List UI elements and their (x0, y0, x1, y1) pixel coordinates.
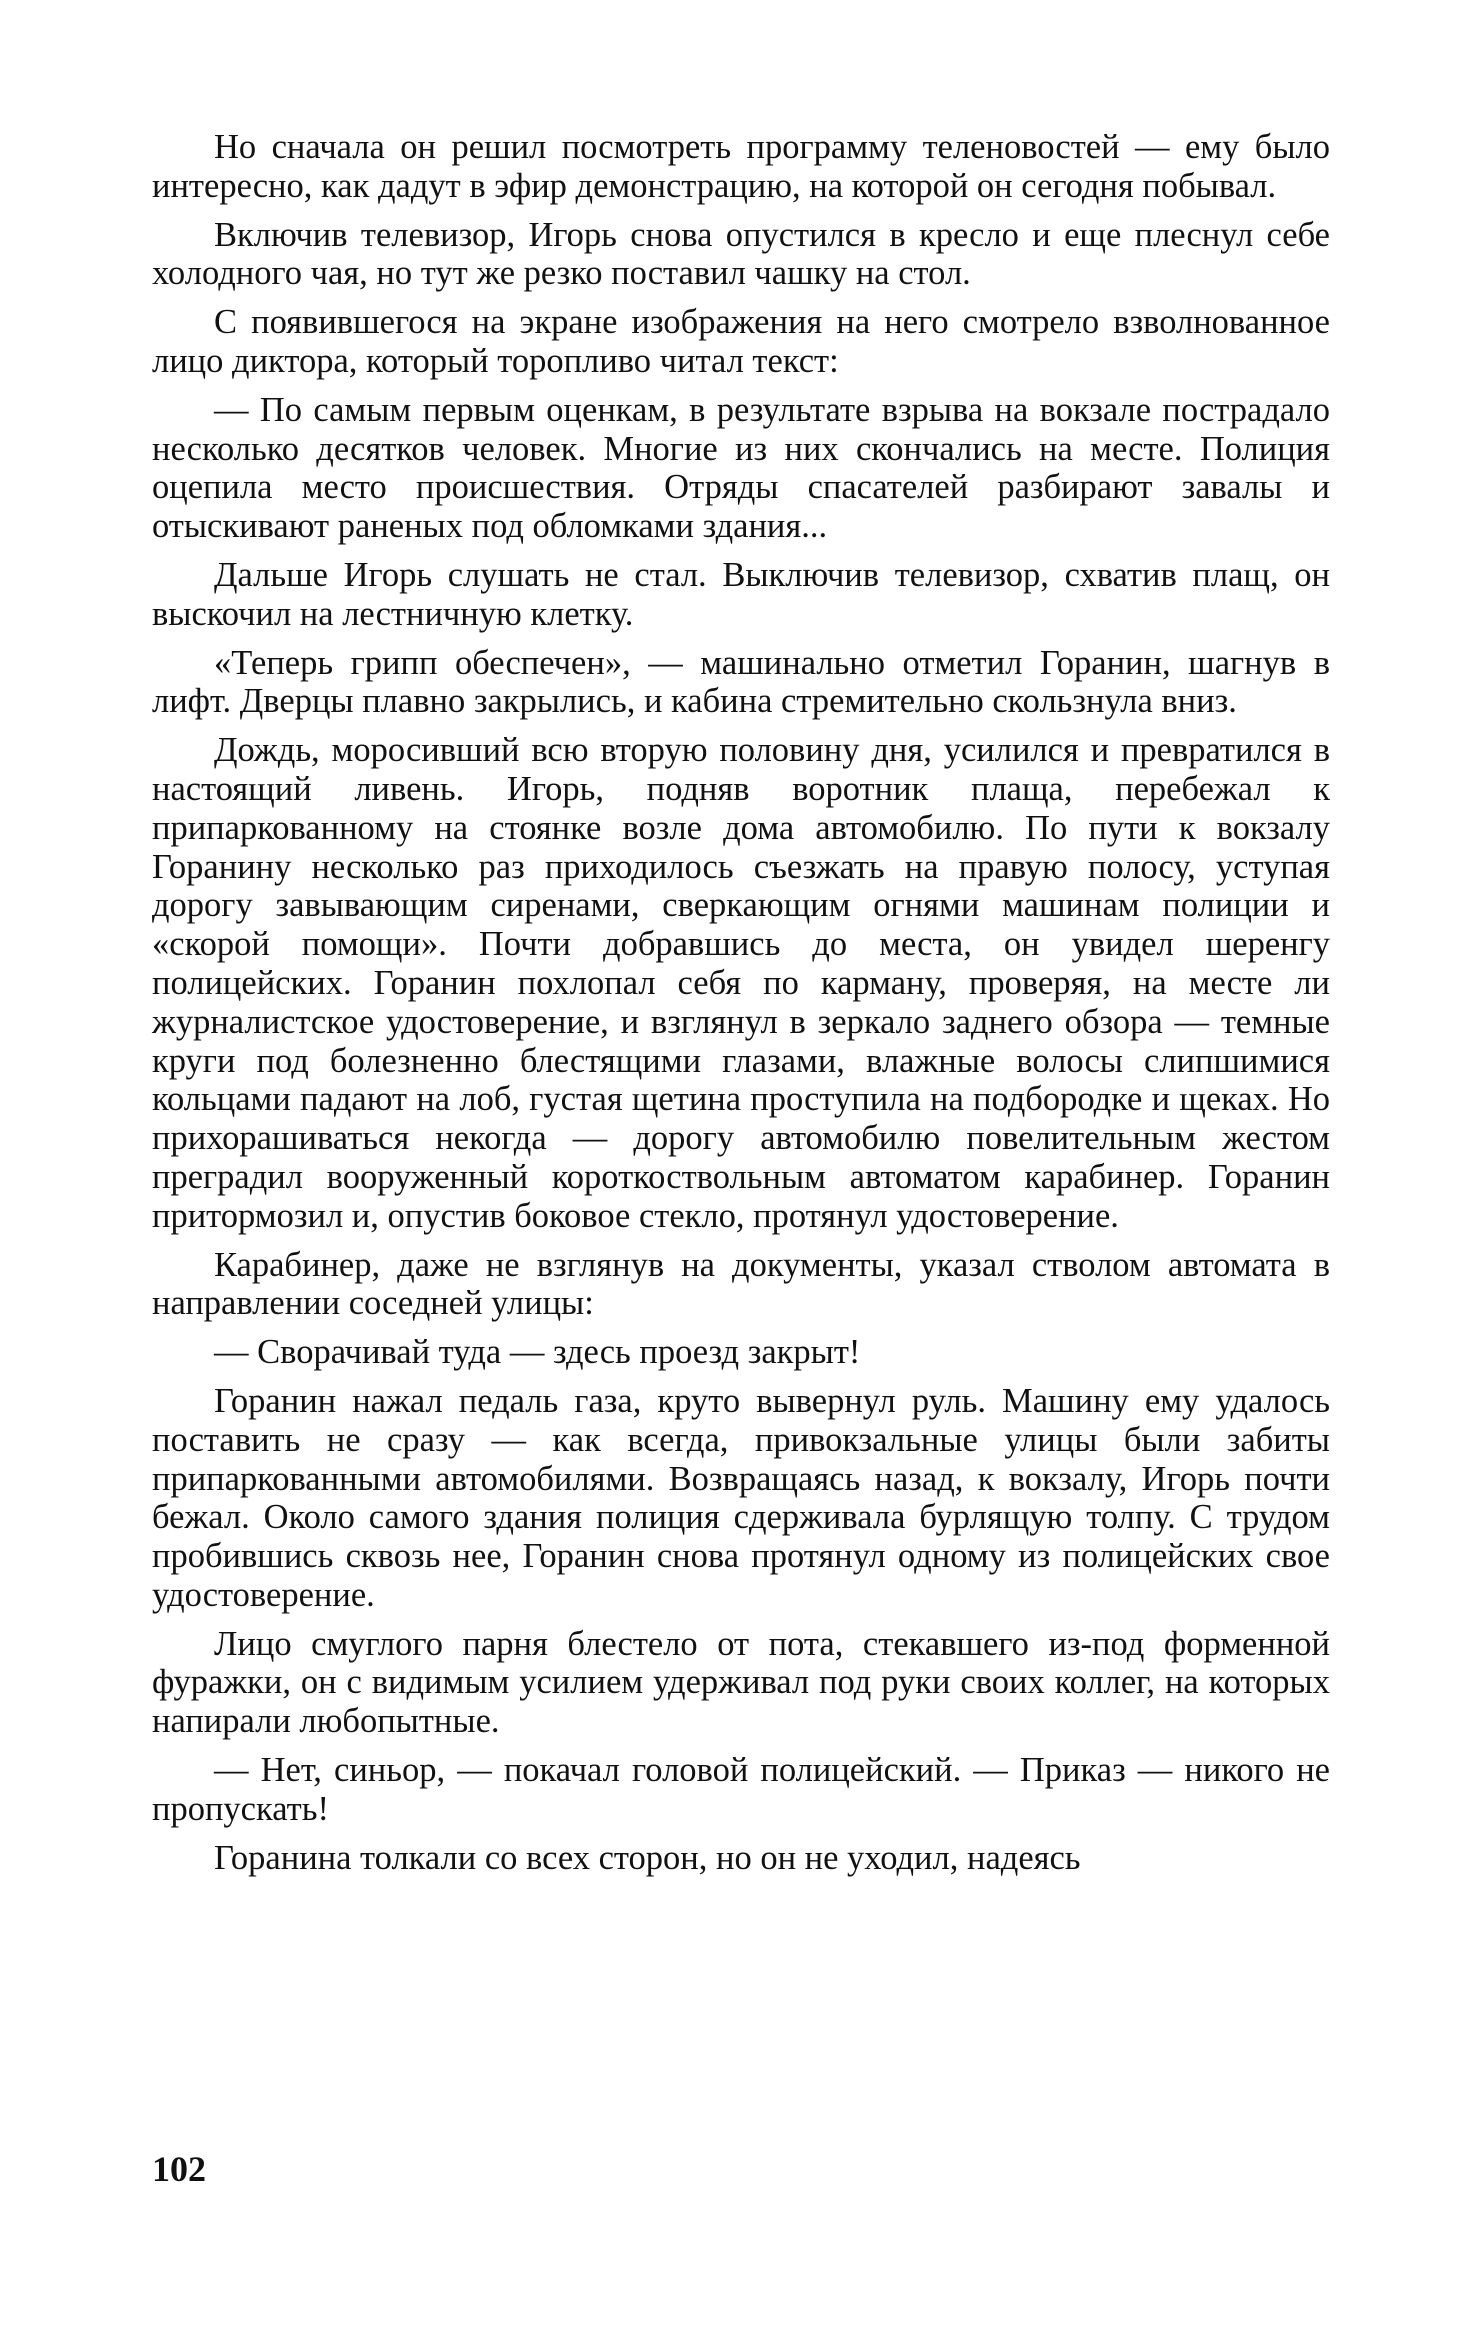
page-number: 102 (152, 2149, 206, 2189)
paragraph-5: Дальше Игорь слушать не стал. Выключив телевизор, схватив плащ, он выскочил на лестничную клетку. (152, 555, 1330, 633)
paragraph-3: С появившегося на экране изображения на него смотрело взволнованное лицо диктора, который торопливо читал текст: (152, 303, 1330, 380)
page-body (152, 128, 1330, 1887)
paragraph-13: Горанина толкали со всех сторон, но он не уходил, надеясь (214, 1838, 1081, 1877)
paragraph-8: Карабинер, даже не взглянув на документы, указал стволом автомата в направлении соседней улицы: (152, 1245, 1330, 1323)
paragraph-4-dialogue: — По самым первым оценкам, в результате взрыва на вокзале пострадало несколько десятков человек. Многие из них скончались на месте. Полиция оцепила место происшествия. Отряды спасателей разбирают завалы и отыскивают раненых под обломками здания... (152, 390, 1330, 546)
paragraph-11: Лицо смуглого парня блестело от пота, стекавшего из-под форменной фуражки, он с видимым усилием удерживал под руки своих коллег, на которых напирали любопытные. (152, 1624, 1330, 1741)
paragraph-9-dialogue: — Сворачивай туда — здесь проезд закрыт! (214, 1333, 861, 1372)
paragraph-7: Дождь, моросивший всю вторую половину дня, усилился и превратился в настоящий ливень. Игорь, подняв воротник плаща, перебежал к припаркованному на стоянке возле дома автомобилю. По пути к вокзалу Горанину несколько раз приходилось съезжать на правую полосу, уступая дорогу завывающим сиренами, сверкающим огнями машинам полиции и «скорой помощи». Почти добравшись до места, он увидел шеренгу полицейских. Горанин похлопал себя по карману, проверяя, на месте ли журналистское удостоверение, и взглянул в зеркало заднего обзора — темные круги под болезненно блестящими глазами, влажные волосы слипшимися кольцами падают на лоб, густая щетина проступила на подбородке и щеках. Но прихорашиваться некогда — дорогу автомобилю повелительным жестом преградил вооруженный короткоствольным автоматом карабинер. Горанин притормозил и, опустив боковое стекло, протянул удостоверение. (152, 731, 1330, 1235)
paragraph-10: Горанин нажал педаль газа, круто вывернул руль. Машину ему удалось поставить не сразу — как всегда, привокзальные улицы были забиты припаркованными автомобилями. Возвращаясь назад, к вокзалу, Игорь почти бежал. Около самого здания полиция сдерживала бурлящую толпу. С трудом пробившись сквозь нее, Горанин снова протянул одному из полицейских свое удостоверение. (152, 1381, 1330, 1614)
paragraph-6: «Теперь грипп обеспечен», — машинально отметил Горанин, шагнув в лифт. Дверцы плавно закрылись, и кабина стремительно скользнула вниз. (152, 643, 1330, 721)
paragraph-1: Но сначала он решил посмотреть программу теленовостей — ему было интересно, как дадут в эфир демонстрацию, на которой он сегодня побывал. (152, 128, 1330, 205)
paragraph-12-dialogue: — Нет, синьор, — покачал головой полицейский. — Приказ — никого не пропускать! (152, 1751, 1330, 1828)
paragraph-2: Включив телевизор, Игорь снова опустился в кресло и еще плеснул себе холодного чая, но тут же резко поставил чашку на стол. (152, 215, 1330, 293)
